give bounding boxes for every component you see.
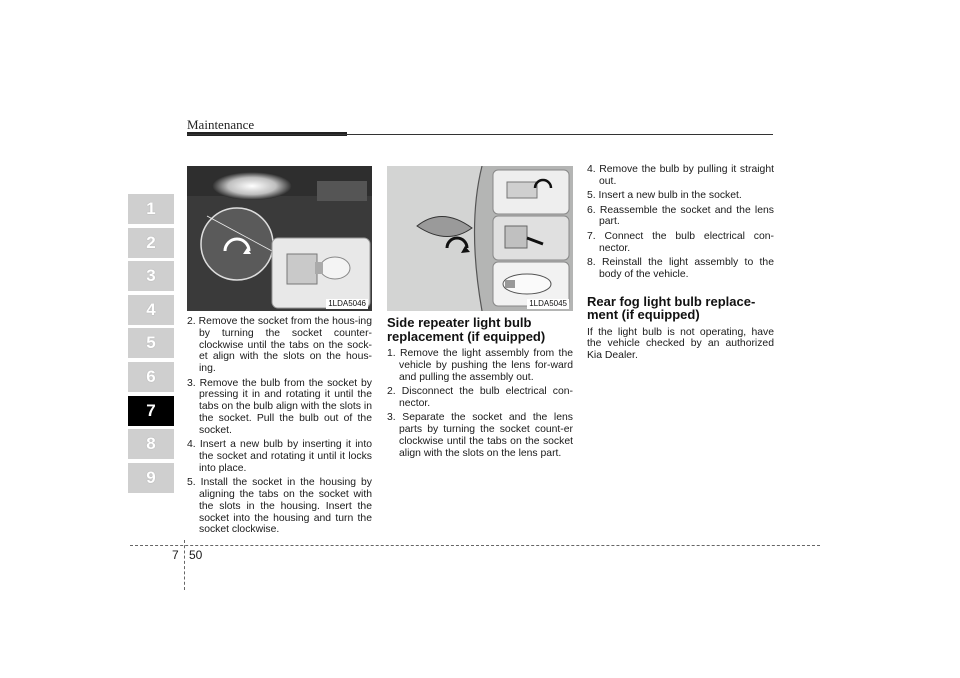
- chapter-tab-9[interactable]: 9: [128, 463, 174, 493]
- footer-rule: [130, 545, 820, 546]
- step-item: 6. Reassemble the socket and the lens part.: [587, 204, 774, 228]
- section-heading-rear-fog: Rear fog light bulb replace-ment (if equipped): [587, 293, 756, 323]
- chapter-tab-6[interactable]: 6: [128, 362, 174, 392]
- column-2: [387, 316, 573, 462]
- step-item: 2. Disconnect the bulb electrical con-nector.: [387, 385, 573, 409]
- figure-side-repeater: [387, 166, 573, 311]
- figure-code: 1LDA5045: [529, 299, 567, 308]
- page-chapter-number: 7: [172, 548, 179, 562]
- column-1: [187, 316, 372, 539]
- step-item: 3. Remove the bulb from the socket by pressing it in and rotating it until the tabs on the bulb align with the slots in the socket. Pull the bulb out of the socket.: [187, 377, 372, 436]
- chapter-tab-5[interactable]: 5: [128, 328, 174, 358]
- chapter-tab-3[interactable]: 3: [128, 261, 174, 291]
- step-item: 8. Reinstall the light assembly to the body of the vehicle.: [587, 256, 774, 280]
- chapter-tab-8[interactable]: 8: [128, 429, 174, 459]
- footer-divider: [184, 540, 185, 590]
- column-3: [587, 164, 774, 362]
- header-rule: [187, 134, 773, 135]
- step-item: 5. Install the socket in the housing by aligning the tabs on the socket with the slots in the housing. Insert the socket into the housing and turn the socket clockwise.: [187, 477, 372, 536]
- step-item: 4. Remove the bulb by pulling it straight out.: [587, 164, 774, 187]
- chapter-tab-2[interactable]: 2: [128, 228, 174, 258]
- step-item: 2. Remove the socket from the hous-ing by turning the socket counter-clockwise until the tabs on the sock-et align with the slots on the hous-ing.: [187, 316, 372, 375]
- running-header: Maintenance: [187, 117, 255, 132]
- chapter-tab-1[interactable]: 1: [128, 194, 174, 224]
- page-number: 50: [189, 548, 203, 562]
- step-item: 5. Insert a new bulb in the socket.: [587, 190, 742, 202]
- chapter-tab-4[interactable]: 4: [128, 295, 174, 325]
- step-item: 1. Remove the light assembly from the vehicle by pushing the lens for-ward and pulling the assembly out.: [387, 348, 573, 383]
- repeater-illustration: [387, 166, 573, 311]
- chapter-tab-7[interactable]: 7: [128, 396, 174, 426]
- step-item: 3. Separate the socket and the lens parts by turning the socket count-er clockwise until the tabs on the socket align with the slots on the lens part.: [387, 412, 573, 459]
- fog-light-paragraph: If the light bulb is not operating, have the vehicle checked by an authorized Kia Dealer.: [587, 326, 774, 362]
- step-item: 7. Connect the bulb electrical con-nector.: [587, 230, 774, 254]
- figure-code: 1LDA5046: [328, 299, 366, 308]
- step-item: 4. Insert a new bulb by inserting it into the socket and rotating it until it locks into place.: [187, 439, 372, 474]
- socket-illustration: [187, 166, 372, 311]
- chapter-tabs: [128, 194, 174, 496]
- figure-socket-removal: [187, 166, 372, 311]
- section-heading-side-repeater: Side repeater light bulb replacement (if equipped): [387, 315, 546, 344]
